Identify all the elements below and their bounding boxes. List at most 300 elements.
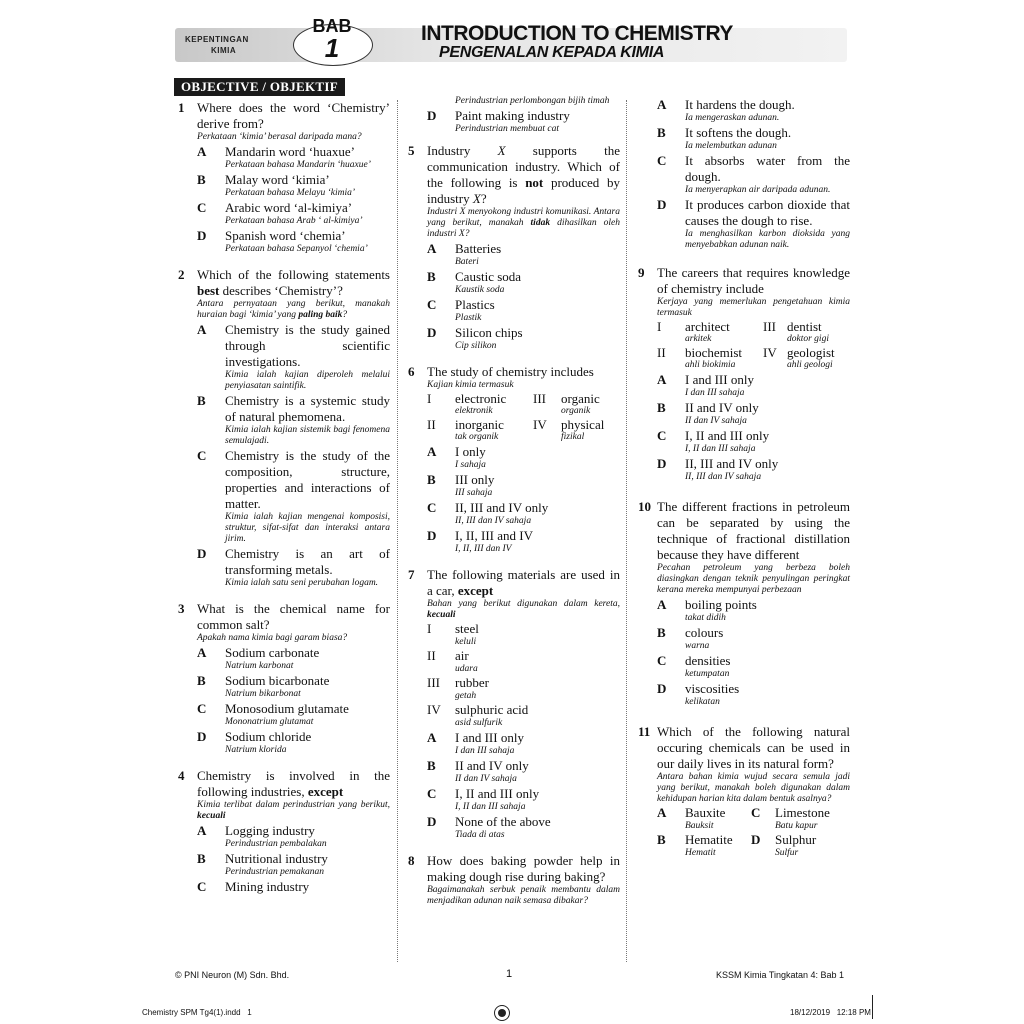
option-text: Caustic soda: [455, 269, 522, 284]
option-text: None of the above: [455, 814, 551, 829]
option-text-malay: I sahaja: [455, 460, 486, 470]
kepentingan-label: [185, 34, 249, 56]
option-text-malay: Batu kapur: [775, 821, 818, 831]
footer-book-title: KSSM Kimia Tingkatan 4: Bab 1: [716, 970, 845, 980]
question-text: Which of the following natural occuring chemicals can be used in our daily lives in its natural form?: [657, 724, 850, 771]
option-text-malay: II, III dan IV sahaja: [685, 472, 762, 482]
question-number: 2: [178, 267, 185, 282]
roman-numeral: II: [427, 648, 436, 663]
roman-numeral: I: [427, 391, 432, 406]
option-letter: C: [657, 653, 667, 668]
option-text-malay: Bauksit: [685, 821, 714, 831]
option[interactable]: [427, 325, 620, 352]
option[interactable]: [427, 730, 620, 757]
option-text: boiling points: [685, 597, 757, 612]
option-letter: A: [427, 444, 437, 459]
option-text-malay: I dan III sahaja: [685, 388, 745, 398]
roman-numeral: II: [657, 345, 666, 360]
option[interactable]: [197, 200, 390, 227]
option-text-malay: Natrium karbonat: [225, 661, 294, 671]
question-3: [178, 601, 390, 756]
question-number: 4: [178, 768, 185, 783]
option-letter: B: [657, 625, 666, 640]
statement: [427, 702, 620, 729]
option-text: Batteries: [455, 241, 502, 256]
option-letter: C: [657, 153, 667, 168]
question-text-malay: Kajian kimia termasuk: [427, 380, 514, 390]
option-text-malay: Ia menghasilkan karbon dioksida yang menyebabkan adunan naik.: [685, 229, 850, 250]
statement: [427, 621, 620, 648]
title-english: INTRODUCTION TO CHEMISTRY: [421, 22, 733, 45]
option-text-malay: Ia melembutkan adunan: [685, 141, 777, 151]
text-emphasis: best: [197, 283, 220, 298]
section-label: OBJECTIVE / OBJEKTIF: [174, 78, 345, 96]
option-text-malay: Cip silikon: [455, 341, 497, 351]
option-letter[interactable]: A: [657, 805, 667, 820]
option-letter: C: [427, 786, 437, 801]
question-number: 8: [408, 853, 415, 868]
statement-text: geologist: [787, 345, 835, 360]
option[interactable]: [657, 197, 850, 251]
option-text: II and IV only: [685, 400, 759, 415]
option-text: III only: [455, 472, 495, 487]
question-8-continued: [638, 97, 850, 251]
text-emphasis: except: [457, 583, 494, 598]
option-text: Limestone: [775, 805, 830, 820]
statement-text: dentist: [787, 319, 822, 334]
statement-text-malay: keluli: [455, 637, 477, 647]
option-letter: B: [197, 172, 206, 187]
question-text-malay: [197, 299, 390, 321]
option[interactable]: [197, 851, 390, 878]
statement: [787, 319, 850, 345]
question-5: [408, 143, 620, 352]
roman-numeral: II: [427, 417, 436, 432]
option[interactable]: [657, 372, 850, 399]
column-1: [178, 100, 390, 907]
text-emphasis: paling baik: [298, 310, 343, 320]
option-letter: A: [197, 322, 207, 337]
statement-text-malay: ahli biokimia: [685, 360, 736, 370]
roman-numeral: IV: [533, 417, 547, 432]
question-text-malay: [197, 800, 390, 822]
statement-text-malay: doktor gigi: [787, 334, 829, 344]
option-text: I only: [455, 444, 486, 459]
option-letter: D: [197, 228, 207, 243]
option-letter: C: [427, 500, 437, 515]
option[interactable]: [197, 673, 390, 700]
option-letter: A: [197, 645, 207, 660]
option-text: Plastics: [455, 297, 495, 312]
roman-numeral: III: [533, 391, 546, 406]
option-text-malay: I, II dan III sahaja: [685, 444, 756, 454]
question-text: The careers that requires knowledge of chemistry include: [657, 265, 850, 296]
column-2: [408, 96, 620, 919]
question-number: 5: [408, 143, 415, 158]
question-number: 1: [178, 100, 185, 115]
text-part: Industry: [427, 143, 498, 158]
question-2: [178, 267, 390, 589]
option-letter: D: [427, 528, 437, 543]
option-text: colours: [685, 625, 724, 640]
option-text-malay: Kimia ialah kajian sistemik bagi fenomena semulajadi.: [225, 425, 390, 446]
text-emphasis: kecuali: [427, 610, 456, 620]
option-text: I, II and III only: [685, 428, 770, 443]
option-text: Chemistry is a systemic study of natural phemomena.: [225, 393, 390, 424]
option[interactable]: [657, 681, 850, 708]
option-text: I, II, III and IV: [455, 528, 533, 543]
question-1: [178, 100, 390, 255]
statement-text: physical: [561, 417, 605, 432]
option-letter: D: [657, 681, 667, 696]
option-letter: D: [427, 325, 437, 340]
option[interactable]: [775, 832, 850, 859]
option[interactable]: [657, 456, 850, 483]
statement: [427, 675, 620, 702]
option[interactable]: [197, 448, 390, 545]
statement-grid: [427, 391, 620, 443]
option[interactable]: [427, 269, 620, 296]
option-text-malay: Kimia ialah kajian mengenai komposisi, struktur, sifat-sifat dan interaksi antara jirim.: [225, 512, 390, 544]
question-text: How does baking powder help in making dough rise during baking?: [427, 853, 620, 884]
option-text-malay: Perindustrian pemakanan: [225, 867, 324, 877]
option-text: Mandarin word ‘huaxue’: [225, 144, 355, 159]
option-text: II, III and IV only: [685, 456, 779, 471]
option-text-malay: Ia menyerapkan air daripada adunan.: [685, 185, 831, 195]
statement-text-malay: arkitek: [685, 334, 712, 344]
text-emphasis: except: [307, 784, 344, 799]
option-text: I, II and III only: [455, 786, 540, 801]
text-emphasis: tidak: [530, 218, 551, 228]
option[interactable]: [197, 645, 390, 672]
text-part: Bahan yang berikut digunakan dalam kereta,: [427, 599, 620, 609]
option[interactable]: [657, 400, 850, 427]
column-3: [638, 96, 850, 871]
option-text: It hardens the dough.: [685, 97, 795, 112]
crop-mark: [872, 995, 873, 1019]
statement: [561, 417, 620, 443]
text-italic: X: [497, 143, 506, 158]
option-text: I and III only: [685, 372, 754, 387]
option-text-malay: I, II, III dan IV: [455, 544, 512, 554]
column-divider: [397, 100, 398, 962]
option-text: It produces carbon dioxide that causes the dough to rise.: [685, 197, 850, 228]
option-letter: B: [197, 851, 206, 866]
option-letter: A: [657, 97, 667, 112]
option[interactable]: [427, 444, 620, 471]
question-text-malay: Bagaimanakah serbuk penaik membantu dalam menjadikan adunan naik semasa dibakar?: [427, 885, 620, 906]
question-number: 10: [638, 499, 651, 514]
option[interactable]: [427, 241, 620, 268]
statement: [787, 345, 850, 371]
roman-numeral: III: [427, 675, 440, 690]
option[interactable]: [197, 322, 390, 392]
question-number: 7: [408, 567, 415, 582]
option[interactable]: [775, 805, 850, 832]
statement-text-malay: tak organik: [455, 432, 499, 442]
option-text-malay: Kimia ialah satu seni perubahan logam.: [225, 578, 379, 588]
statement-text: architect: [685, 319, 730, 334]
option[interactable]: [657, 153, 850, 196]
statement-text-malay: organik: [561, 406, 591, 416]
option[interactable]: [657, 125, 850, 152]
option[interactable]: [197, 823, 390, 850]
option-letter[interactable]: D: [751, 832, 761, 847]
question-text: The different fractions in petroleum can be separated by using the technique of fractional distillation because they have different: [657, 499, 850, 562]
option[interactable]: [197, 879, 390, 895]
option-text: II, III and IV only: [455, 500, 549, 515]
page-number: 1: [506, 968, 513, 980]
option-text: Sodium carbonate: [225, 645, 320, 660]
option-letter: B: [657, 400, 666, 415]
option-text: It softens the dough.: [685, 125, 792, 140]
option-letter: D: [427, 814, 437, 829]
option-text-malay: Mononatrium glutamat: [225, 717, 314, 727]
option-text-malay: Bateri: [455, 257, 479, 267]
option-text-malay: I dan III sahaja: [455, 746, 515, 756]
option-text-malay: Plastik: [455, 313, 482, 323]
option[interactable]: [197, 729, 390, 756]
question-text: [427, 567, 620, 599]
statement-text: organic: [561, 391, 600, 406]
text-part: ?: [480, 191, 487, 206]
bab-label: BAB: [312, 16, 352, 36]
statement-text-malay: elektronik: [455, 406, 493, 416]
text-part: Chemistry is involved in the following industries,: [197, 768, 390, 799]
option-text-malay: Kaustik soda: [455, 285, 505, 295]
option[interactable]: [657, 97, 850, 124]
text-emphasis: kecuali: [197, 811, 226, 821]
option-letter: B: [427, 758, 436, 773]
question-9: [638, 265, 850, 483]
option-text: Spanish word ‘chemia’: [225, 228, 346, 243]
option-text-malay: I, II dan III sahaja: [455, 802, 526, 812]
option-text: I and III only: [455, 730, 524, 745]
option[interactable]: [427, 108, 620, 135]
option[interactable]: [427, 786, 620, 813]
option-text-malay: Perkataan bahasa Mandarin ‘huaxue’: [225, 160, 371, 170]
option-grid: [657, 805, 850, 859]
option-letter[interactable]: C: [751, 805, 761, 820]
option[interactable]: [427, 814, 620, 841]
option-text: Monosodium glutamate: [225, 701, 349, 716]
option-letter: A: [197, 823, 207, 838]
text-part: ?: [342, 310, 348, 320]
statement-text-malay: ahli geologi: [787, 360, 833, 370]
option-text: Sulphur: [775, 832, 817, 847]
option-text: Hematite: [685, 832, 733, 847]
question-number: 6: [408, 364, 415, 379]
option-text: viscosities: [685, 681, 740, 696]
option-text: Sodium chloride: [225, 729, 312, 744]
option-text: Chemistry is an art of transforming metals.: [225, 546, 390, 577]
statement-text: electronic: [455, 391, 507, 406]
question-text-malay: Antara bahan kimia wujud secara semula jadi yang berikut, manakah boleh digunakan dalam kehidupan harian kita dalam bentuk asalnya?: [657, 772, 850, 804]
statement: [561, 391, 620, 417]
statement: [685, 319, 763, 345]
option-text: Malay word ‘kimia’: [225, 172, 330, 187]
option-text-malay: Natrium klorida: [225, 745, 287, 755]
roman-numeral: IV: [427, 702, 441, 717]
option-text-malay: II dan IV sahaja: [455, 774, 517, 784]
option-text: densities: [685, 653, 731, 668]
option[interactable]: [427, 528, 620, 555]
statement: [685, 345, 763, 371]
option[interactable]: [657, 428, 850, 455]
option[interactable]: [685, 805, 751, 832]
option-text-malay: Perkataan bahasa Sepanyol ‘chemia’: [225, 244, 368, 254]
question-number: 9: [638, 265, 645, 280]
option-text-malay: takat didih: [685, 613, 726, 623]
column-divider: [626, 100, 627, 962]
roman-numeral: I: [657, 319, 662, 334]
option-text-malay: II dan IV sahaja: [685, 416, 747, 426]
option[interactable]: [685, 832, 751, 859]
question-8: [408, 853, 620, 907]
option-text-malay: Perkataan bahasa Melayu ‘kimia’: [225, 188, 356, 198]
option[interactable]: [657, 653, 850, 680]
roman-numeral: IV: [763, 345, 777, 360]
option-text: Arabic word ‘al-kimiya’: [225, 200, 353, 215]
title-malay: PENGENALAN KEPADA KIMIA: [439, 44, 665, 61]
option[interactable]: [197, 393, 390, 447]
statement-text: air: [455, 648, 469, 663]
statement: [427, 648, 620, 675]
question-text-malay: Apakah nama kimia bagi garam biasa?: [197, 633, 348, 643]
statement-grid: [657, 319, 850, 371]
option-letter: B: [197, 393, 206, 408]
option-text-malay: III sahaja: [455, 488, 493, 498]
option-text-malay: kelikatan: [685, 697, 720, 707]
text-emphasis: not: [525, 175, 544, 190]
option[interactable]: [427, 472, 620, 499]
option-text: Chemistry is the study gained through scientific investigations.: [225, 322, 390, 369]
option-letter: D: [657, 197, 667, 212]
question-number: 3: [178, 601, 185, 616]
question-text-malay: [427, 207, 620, 240]
question-4: [178, 768, 390, 895]
option-letter: D: [427, 108, 437, 123]
question-4-continued: [408, 96, 620, 135]
text-italic: X: [472, 191, 481, 206]
option-text-malay: II, III dan IV sahaja: [455, 516, 532, 526]
option[interactable]: [427, 297, 620, 324]
question-text: [427, 143, 620, 207]
option-letter: B: [427, 472, 436, 487]
option-letter: A: [197, 144, 207, 159]
option-letter: D: [657, 456, 667, 471]
option-text-malay: Kimia ialah kajian diperoleh melalui penyiasatan saintifik.: [225, 370, 390, 391]
text-part: Kimia terlibat dalam perindustrian yang berikut,: [197, 800, 390, 810]
option[interactable]: [197, 228, 390, 255]
option-text-malay: Perindustrian pembalakan: [225, 839, 327, 849]
roman-numeral: I: [427, 621, 432, 636]
option-text: II and IV only: [455, 758, 529, 773]
option-letter: A: [427, 241, 437, 256]
kepentingan-line-1: KEPENTINGAN: [185, 35, 249, 44]
option[interactable]: [197, 546, 390, 589]
statement-text-malay: asid sulfurik: [455, 718, 503, 728]
option-text-malay: Perindustrian membuat cat: [455, 124, 559, 134]
option-letter: D: [197, 729, 207, 744]
text-part: Antara pernyataan yang berikut, manakah huraian bagi ‘kimia’ yang: [197, 299, 390, 320]
option-text-malay: Natrium bikarbonat: [225, 689, 301, 699]
statement-text: sulphuric acid: [455, 702, 529, 717]
question-text-malay: Kerjaya yang memerlukan pengetahuan kimia termasuk: [657, 297, 850, 318]
statement-text-malay: fizikal: [561, 432, 585, 442]
option[interactable]: [197, 172, 390, 199]
option-text-malay: ketumpatan: [685, 669, 730, 679]
option-letter: D: [197, 546, 207, 561]
roman-numeral: III: [763, 319, 776, 334]
option-text-malay: Perindustrian perlombongan bijih timah: [455, 96, 610, 106]
statement-text-malay: udara: [455, 664, 478, 674]
option-letter: C: [197, 200, 207, 215]
question-text: Where does the word ‘Chemistry’ derive from?: [197, 100, 390, 131]
chapter-header: [175, 16, 847, 63]
option[interactable]: [657, 625, 850, 652]
question-text-malay: Pecahan petroleum yang berbeza boleh diasingkan dengan teknik penyulingan peringkat kerana mereka mempunyai perbezaan: [657, 563, 850, 595]
statement: [455, 391, 533, 417]
option-text: Mining industry: [225, 879, 310, 894]
statement-text-malay: getah: [455, 691, 477, 701]
question-10: [638, 499, 850, 708]
option-text-malay: warna: [685, 641, 710, 651]
option-letter: B: [427, 269, 436, 284]
question-text: [197, 768, 390, 800]
statement-text: steel: [455, 621, 479, 636]
option-letter: A: [427, 730, 437, 745]
option[interactable]: [197, 144, 390, 171]
text-part: The following materials are used in a car,: [427, 567, 620, 598]
text-part: dihasilkan oleh industri X?: [427, 218, 620, 239]
option-text-malay: Tiada di atas: [455, 830, 505, 840]
option[interactable]: [427, 500, 620, 527]
option-text: Silicon chips: [455, 325, 523, 340]
text-part: produced by industry: [427, 175, 621, 206]
option-text-malay: Hematit: [685, 848, 716, 858]
option-text: Paint making industry: [455, 108, 570, 123]
question-7: [408, 567, 620, 841]
text-part: Which of the following statements: [197, 267, 390, 282]
option[interactable]: [427, 758, 620, 785]
option[interactable]: [197, 701, 390, 728]
option-text-malay: Sulfur: [775, 848, 799, 858]
option[interactable]: [657, 597, 850, 624]
option-letter: C: [197, 701, 207, 716]
question-11: [638, 724, 850, 859]
option-text: Sodium bicarbonate: [225, 673, 330, 688]
option-letter[interactable]: B: [657, 832, 666, 847]
question-text: What is the chemical name for common salt?: [197, 601, 390, 632]
question-text: [197, 267, 390, 299]
option-letter: A: [657, 597, 667, 612]
option-letter: B: [657, 125, 666, 140]
option-letter: B: [197, 673, 206, 688]
question-6: [408, 364, 620, 555]
text-part: Industri X menyokong industri komunikasi. Antara yang berikut, manakah: [427, 207, 620, 228]
footer-copyright: © PNI Neuron (M) Sdn. Bhd.: [175, 970, 290, 980]
option-text: Bauxite: [685, 805, 726, 820]
option-text-malay: Perkataan bahasa Arab ‘ al-kimiya’: [225, 216, 363, 226]
statement-text: biochemist: [685, 345, 743, 360]
option-letter: A: [657, 372, 667, 387]
bab-number: 1: [324, 33, 340, 63]
slug-datetime: 18/12/2019 12:18 PM: [790, 1008, 871, 1017]
kepentingan-line-2: KIMIA: [211, 46, 237, 55]
option-text: Logging industry: [225, 823, 315, 838]
option-text: It absorbs water from the dough.: [685, 153, 850, 184]
